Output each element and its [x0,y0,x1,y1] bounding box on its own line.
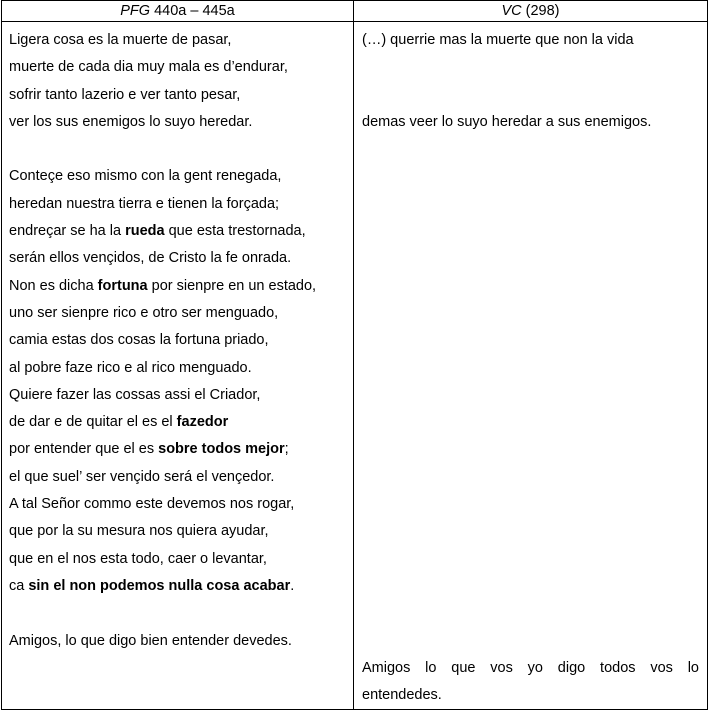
vc-line: (…) querrie mas la muerte que non la vida [362,32,634,48]
pfg-line: A tal Señor commo este devemos nos rogar, [9,496,295,513]
bold-term-sin-el: sin el non podemos nulla cosa acabar [28,577,291,594]
vc-text-cell [354,22,708,710]
pfg-line: heredan nuestra tierra e tienen la forçada; [9,195,280,212]
line-gap [362,491,699,518]
text-run: por entender que el es [9,441,159,458]
pfg-text [2,22,353,655]
pfg-line: Quiere fazer las cossas assi el Criador, [9,386,261,403]
pfg-line: camia estas dos cosas la fortuna priado, [9,332,269,349]
line-gap [362,218,699,245]
pfg-line [9,436,347,463]
pfg-line: Amigos, lo que digo bien entender devedes. [9,632,292,649]
header-vc-range: (298) [521,3,560,19]
pfg-line: Conteçe eso mismo con la gent renegada, [9,168,282,185]
text-run: endreçar se ha la [9,223,126,240]
header-pfg-siglum: PFG [120,3,151,19]
vc-line [362,655,699,682]
line-gap [362,355,699,382]
pfg-line: al pobre faze rico e al rico menguado. [9,359,252,376]
line-gap [362,163,699,190]
header-vc-siglum: VC [501,3,522,19]
line-gap [362,382,699,409]
line-gap [362,245,699,272]
pfg-line: serán ellos vençidos, de Cristo la fe onrada. [9,250,292,267]
pfg-line: uno ser sienpre rico e otro ser menguado, [9,304,279,321]
stanza-gap [9,136,347,163]
line-gap [362,327,699,354]
pfg-line: ver los sus enemigos lo suyo heredar. [9,113,253,130]
header-row [2,1,708,22]
bold-term-sobre-todos-mejor: sobre todos mejor [158,441,285,458]
bold-term-rueda: rueda [125,223,165,240]
pfg-line: que por la su mesura nos quiera ayudar, [9,523,269,540]
vc-justified-line: Amigos lo que vos yo digo todos vos lo [362,659,699,676]
line-gap [362,409,699,436]
pfg-line [9,409,347,436]
text-run: . [290,577,295,594]
header-pfg [2,1,354,22]
pfg-line [9,218,347,245]
pfg-text-cell [2,22,354,710]
line-gap [362,464,699,491]
line-gap [362,628,699,655]
line-gap [362,436,699,463]
line-gap [362,273,699,300]
vc-line: demas veer lo suyo heredar a sus enemigos. [362,113,652,130]
header-pfg-range: 440a – 445a [150,3,235,19]
text-run: ca [9,577,29,594]
vc-line: entendedes. [362,687,442,704]
text-run: de dar e de quitar el es el [9,414,177,431]
text-run: por sienpre en un estado, [147,277,317,294]
line-gap [362,573,699,600]
pfg-line: muerte de cada dia muy mala es d’endurar, [9,59,288,76]
line-gap [362,82,699,109]
text-run: que esta trestornada, [164,223,306,240]
header-vc [354,1,708,22]
line-gap [362,546,699,573]
pfg-line: que en el nos esta todo, caer o levantar, [9,550,267,567]
bold-term-fortuna: fortuna [97,277,148,294]
line-gap [362,54,699,81]
pfg-line [9,573,347,600]
pfg-line: el que suel’ ser vençido será el vençedor. [9,468,275,485]
line-gap [362,600,699,627]
text-run: ; [284,441,289,458]
line-gap [362,136,699,163]
stanza-gap [9,600,347,627]
text-run: Non es dicha [9,277,98,294]
body-row [2,22,708,710]
line-gap [362,191,699,218]
line-gap [362,300,699,327]
comparison-table [1,0,708,710]
bold-term-fazedor: fazedor [176,414,229,431]
pfg-line [9,273,347,300]
line-gap [362,518,699,545]
pfg-line: Ligera cosa es la muerte de pasar, [9,32,232,48]
pfg-line: sofrir tanto lazerio e ver tanto pesar, [9,86,241,103]
vc-text [354,22,707,709]
